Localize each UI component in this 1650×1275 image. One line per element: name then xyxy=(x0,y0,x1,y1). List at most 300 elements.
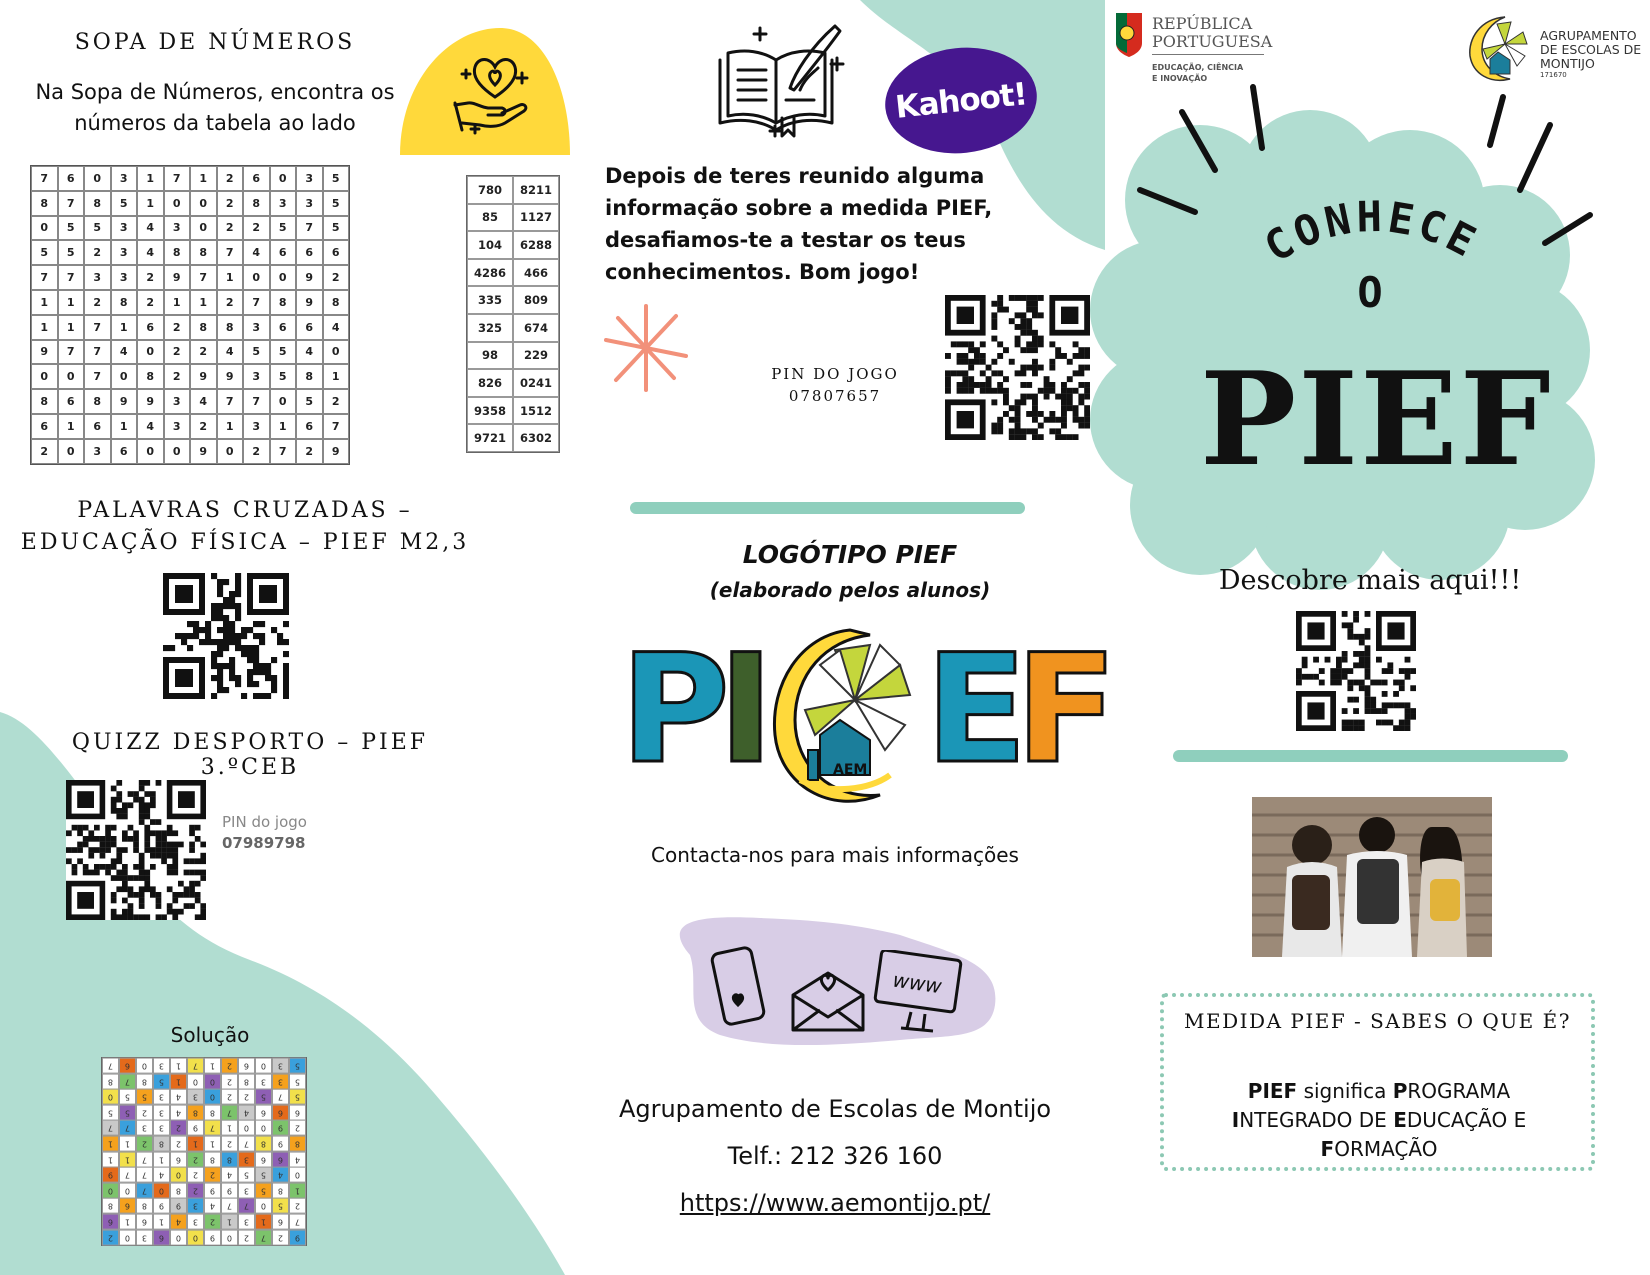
soup-cell: 0 xyxy=(323,340,350,365)
soup-cell: 2 xyxy=(323,389,350,414)
soup-cell: 7 xyxy=(323,414,350,439)
soup-cell: 2 xyxy=(217,191,244,216)
soup-cell: 6 xyxy=(270,315,297,340)
solution-cell: 8 xyxy=(102,1074,119,1090)
svg-text:CONHECE xyxy=(1256,192,1487,272)
soup-cell: 2 xyxy=(217,290,244,315)
solution-cell: 0 xyxy=(221,1230,238,1246)
solution-cell: 3 xyxy=(136,1230,153,1246)
solution-cell: 6 xyxy=(272,1105,289,1121)
number-to-find: 466 xyxy=(513,259,559,287)
soup-cell: 3 xyxy=(111,216,138,241)
solution-cell: 6 xyxy=(272,1214,289,1230)
soup-cell: 4 xyxy=(137,216,164,241)
soup-cell: 7 xyxy=(243,389,270,414)
solution-cell: 8 xyxy=(221,1152,238,1168)
soup-cell: 7 xyxy=(58,191,85,216)
solution-cell: 1 xyxy=(102,1152,119,1168)
solution-cell: 8 xyxy=(289,1136,306,1152)
solution-cell: 1 xyxy=(187,1136,204,1152)
quiz-title: QUIZZ DESPORTO – PIEF 3.ºCEB xyxy=(71,730,429,780)
solution-cell: 3 xyxy=(187,1089,204,1105)
soup-cell: 1 xyxy=(31,315,58,340)
soup-cell: 0 xyxy=(190,216,217,241)
soup-cell: 6 xyxy=(31,414,58,439)
school-name: Agrupamento de Escolas de Montijo xyxy=(618,1095,1052,1123)
solution-cell: 6 xyxy=(255,1152,272,1168)
solution-cell: 8 xyxy=(204,1152,221,1168)
solution-cell: 6 xyxy=(238,1058,255,1074)
soup-cell: 9 xyxy=(190,439,217,464)
aem-line-2: DE ESCOLAS DE xyxy=(1540,42,1642,57)
soup-cell: 1 xyxy=(31,290,58,315)
number-to-find: 674 xyxy=(513,314,559,342)
medida-text-part: ORMAÇÃO xyxy=(1334,1137,1438,1161)
soup-cell: 7 xyxy=(58,265,85,290)
solution-cell: 6 xyxy=(153,1230,170,1246)
solution-cell: 1 xyxy=(119,1152,136,1168)
soup-cell: 5 xyxy=(31,240,58,265)
solution-cell: 1 xyxy=(153,1214,170,1230)
solution-cell: 3 xyxy=(153,1120,170,1136)
soup-cell: 2 xyxy=(31,439,58,464)
soup-cell: 5 xyxy=(296,389,323,414)
www-monitor-icon xyxy=(873,950,963,1035)
solution-cell: 5 xyxy=(119,1089,136,1105)
divider-middle xyxy=(630,502,1025,514)
number-to-find: 325 xyxy=(467,314,513,342)
soup-cell: 2 xyxy=(217,216,244,241)
solution-cell: 4 xyxy=(272,1167,289,1183)
medida-text-part: significa xyxy=(1297,1079,1393,1103)
soup-cell: 2 xyxy=(164,315,191,340)
solution-cell: 7 xyxy=(221,1198,238,1214)
solution-cell: 1 xyxy=(255,1214,272,1230)
solution-cell: 2 xyxy=(221,1058,238,1074)
crossword-qr-code[interactable] xyxy=(163,573,289,699)
soup-cell: 9 xyxy=(296,290,323,315)
number-soup-grid xyxy=(30,165,350,465)
medida-text-part: DUCAÇÃO E xyxy=(1406,1108,1527,1132)
solution-cell: 2 xyxy=(204,1167,221,1183)
solution-cell: 4 xyxy=(170,1089,187,1105)
soup-cell: 8 xyxy=(296,364,323,389)
solution-cell: 7 xyxy=(238,1136,255,1152)
soup-cell: 2 xyxy=(323,265,350,290)
soup-cell: 4 xyxy=(243,240,270,265)
number-to-find: 6302 xyxy=(513,424,559,452)
soup-cell: 0 xyxy=(270,166,297,191)
soup-cell: 1 xyxy=(164,290,191,315)
solution-cell: 2 xyxy=(272,1230,289,1246)
republica-sub-2: E INOVAÇÃO xyxy=(1152,74,1208,83)
quiz-qr-code[interactable] xyxy=(66,780,206,920)
solution-cell: 7 xyxy=(102,1058,119,1074)
soup-cell: 6 xyxy=(296,414,323,439)
solution-cell: 2 xyxy=(102,1230,119,1246)
medida-text-part: ROGRAMA xyxy=(1407,1079,1511,1103)
number-to-find: 9358 xyxy=(467,397,513,425)
logo-letter-p: P xyxy=(620,623,730,797)
solution-cell: 5 xyxy=(153,1074,170,1090)
solution-cell: 5 xyxy=(289,1058,306,1074)
solution-cell: 7 xyxy=(119,1167,136,1183)
solution-cell: 3 xyxy=(153,1058,170,1074)
number-to-find: 85 xyxy=(467,204,513,232)
aem-line-1: AGRUPAMENTO xyxy=(1540,28,1637,43)
soup-cell: 4 xyxy=(323,315,350,340)
soup-cell: 1 xyxy=(270,414,297,439)
soup-text-2: números da tabela ao lado xyxy=(74,111,356,135)
soup-cell: 6 xyxy=(296,315,323,340)
solution-cell: 2 xyxy=(221,1074,238,1090)
solution-cell: 0 xyxy=(255,1198,272,1214)
solution-cell: 8 xyxy=(238,1074,255,1090)
soup-cell: 9 xyxy=(164,265,191,290)
soup-cell: 8 xyxy=(270,290,297,315)
soup-cell: 0 xyxy=(84,166,111,191)
solution-cell: 2 xyxy=(289,1120,306,1136)
soup-cell: 1 xyxy=(137,166,164,191)
solution-cell: 8 xyxy=(204,1105,221,1121)
soup-cell: 8 xyxy=(111,290,138,315)
solution-cell: 7 xyxy=(204,1120,221,1136)
soup-cell: 1 xyxy=(190,290,217,315)
solution-cell: 1 xyxy=(170,1058,187,1074)
soup-cell: 7 xyxy=(164,166,191,191)
soup-cell: 9 xyxy=(296,265,323,290)
solution-cell: 3 xyxy=(272,1058,289,1074)
game-pin-label: PIN DO JOGO xyxy=(771,365,899,383)
soup-cell: 3 xyxy=(270,191,297,216)
solution-cell: 9 xyxy=(204,1183,221,1199)
solution-cell: 2 xyxy=(187,1167,204,1183)
solution-cell: 8 xyxy=(255,1136,272,1152)
republica-line-2: PORTUGUESA xyxy=(1152,32,1273,51)
solution-cell: 0 xyxy=(204,1089,221,1105)
soup-cell: 0 xyxy=(217,439,244,464)
soup-cell: 5 xyxy=(270,216,297,241)
solution-cell: 9 xyxy=(204,1230,221,1246)
solution-cell: 0 xyxy=(238,1120,255,1136)
solution-cell: 2 xyxy=(204,1214,221,1230)
soup-cell: 0 xyxy=(58,439,85,464)
solution-cell: 0 xyxy=(187,1230,204,1246)
solution-cell: 5 xyxy=(136,1089,153,1105)
soup-cell: 1 xyxy=(137,191,164,216)
soup-cell: 5 xyxy=(270,340,297,365)
discover-text: Descobre mais aqui!!! xyxy=(1218,565,1522,596)
solution-cell: 3 xyxy=(238,1183,255,1199)
soup-cell: 0 xyxy=(58,364,85,389)
soup-cell: 9 xyxy=(190,364,217,389)
soup-cell: 8 xyxy=(323,290,350,315)
solution-cell: 5 xyxy=(289,1089,306,1105)
solution-cell: 7 xyxy=(221,1105,238,1121)
soup-cell: 1 xyxy=(58,315,85,340)
medida-text-initial: F xyxy=(1320,1137,1335,1161)
solution-cell: 9 xyxy=(272,1136,289,1152)
soup-cell: 2 xyxy=(164,340,191,365)
number-to-find: 0241 xyxy=(513,369,559,397)
solution-cell: 3 xyxy=(255,1074,272,1090)
soup-cell: 4 xyxy=(296,340,323,365)
solution-cell: 5 xyxy=(289,1074,306,1090)
soup-cell: 6 xyxy=(58,389,85,414)
windmill-crescent-icon xyxy=(760,625,930,810)
solution-cell: 5 xyxy=(255,1089,272,1105)
soup-cell: 2 xyxy=(243,439,270,464)
soup-cell: 1 xyxy=(111,315,138,340)
aem-code: 171670 xyxy=(1540,71,1567,79)
republica-underline xyxy=(1152,54,1264,55)
solution-cell: 9 xyxy=(221,1183,238,1199)
number-to-find: 8211 xyxy=(513,176,559,204)
solution-cell: 2 xyxy=(221,1089,238,1105)
solution-cell: 2 xyxy=(136,1105,153,1121)
solution-cell: 3 xyxy=(187,1198,204,1214)
republica-sub-1: EDUCAÇÃO, CIÊNCIA xyxy=(1152,63,1244,72)
solution-cell: 3 xyxy=(153,1105,170,1121)
solution-cell: 2 xyxy=(221,1136,238,1152)
soup-cell: 4 xyxy=(217,340,244,365)
soup-cell: 5 xyxy=(323,216,350,241)
solution-cell: 2 xyxy=(187,1152,204,1168)
soup-cell: 9 xyxy=(111,389,138,414)
medida-title: MEDIDA PIEF - SABES O QUE É? xyxy=(1184,1009,1571,1033)
solution-cell: 6 xyxy=(102,1214,119,1230)
soup-cell: 8 xyxy=(31,389,58,414)
soup-cell: 1 xyxy=(58,414,85,439)
solution-cell: 6 xyxy=(119,1198,136,1214)
medida-text-part-pief: PIEF xyxy=(1247,1079,1298,1103)
solution-cell: 7 xyxy=(255,1230,272,1246)
solution-cell: 5 xyxy=(119,1105,136,1121)
solution-cell: 8 xyxy=(170,1183,187,1199)
solution-cell: 7 xyxy=(289,1214,306,1230)
solution-cell: 3 xyxy=(153,1089,170,1105)
logo-title: LOGÓTIPO PIEF xyxy=(742,540,958,569)
soup-cell: 6 xyxy=(84,414,111,439)
solution-cell: 9 xyxy=(102,1167,119,1183)
soup-cell: 0 xyxy=(164,439,191,464)
number-to-find: 826 xyxy=(467,369,513,397)
logo-badge-aem: AEM xyxy=(833,762,868,778)
kahoot-logo-text: Kahoot! xyxy=(893,75,1029,126)
crossword-title-line-1: PALAVRAS CRUZADAS – xyxy=(77,498,413,523)
solution-cell: 0 xyxy=(204,1074,221,1090)
soup-cell: 3 xyxy=(243,364,270,389)
soup-cell: 7 xyxy=(84,364,111,389)
soup-cell: 0 xyxy=(243,265,270,290)
solution-cell: 5 xyxy=(102,1105,119,1121)
solution-cell: 6 xyxy=(119,1058,136,1074)
number-to-find: 1127 xyxy=(513,204,559,232)
challenge-text: Depois de teres reunido alguma informação sobre a medida PIEF, desafiamos-te a testar os teus conhecimentos. Bom jogo! xyxy=(605,164,993,284)
hero-conhece: CONHECE xyxy=(1255,191,1487,272)
solution-cell: 6 xyxy=(272,1152,289,1168)
solution-cell: 7 xyxy=(102,1120,119,1136)
soup-cell: 5 xyxy=(58,216,85,241)
solution-cell: 8 xyxy=(136,1074,153,1090)
soup-cell: 6 xyxy=(270,240,297,265)
soup-cell: 5 xyxy=(323,166,350,191)
solution-cell: 0 xyxy=(255,1058,272,1074)
solution-cell: 3 xyxy=(136,1120,153,1136)
soup-cell: 1 xyxy=(111,414,138,439)
number-to-find: 335 xyxy=(467,286,513,314)
soup-cell: 2 xyxy=(190,340,217,365)
soup-cell: 3 xyxy=(111,166,138,191)
students-photo xyxy=(1252,797,1492,957)
soup-cell: 3 xyxy=(164,389,191,414)
logo-subtitle: (elaborado pelos alunos) xyxy=(709,578,991,602)
soup-text-1: Na Sopa de Números, encontra os xyxy=(35,80,395,104)
pief-student-logo xyxy=(620,623,1118,810)
solution-cell: 4 xyxy=(204,1198,221,1214)
portuguese-flag-icon xyxy=(1112,13,1146,57)
number-to-find: 1512 xyxy=(513,397,559,425)
soup-cell: 8 xyxy=(190,315,217,340)
solution-cell: 8 xyxy=(102,1198,119,1214)
solution-cell: 7 xyxy=(272,1089,289,1105)
soup-cell: 8 xyxy=(217,315,244,340)
solution-cell: 4 xyxy=(170,1214,187,1230)
soup-cell: 5 xyxy=(270,364,297,389)
solution-cell: 7 xyxy=(136,1167,153,1183)
solution-cell: 0 xyxy=(153,1183,170,1199)
solution-cell: 4 xyxy=(289,1152,306,1168)
soup-cell: 3 xyxy=(164,414,191,439)
soup-title: SOPA DE NÚMEROS xyxy=(74,30,356,55)
book-quill-icon xyxy=(710,18,845,143)
number-to-find: 809 xyxy=(513,286,559,314)
soup-cell: 0 xyxy=(137,439,164,464)
solution-cell: 4 xyxy=(170,1105,187,1121)
soup-cell: 6 xyxy=(137,315,164,340)
hero-pief: PIEF xyxy=(1200,345,1553,495)
solution-cell: 6 xyxy=(136,1214,153,1230)
logo-letter-f: F xyxy=(1015,623,1118,797)
soup-cell: 7 xyxy=(243,290,270,315)
soup-cell: 9 xyxy=(31,340,58,365)
solution-cell: 0 xyxy=(187,1074,204,1090)
hero-o: O xyxy=(1357,268,1383,317)
phone-icon xyxy=(708,945,773,1030)
solution-cell: 2 xyxy=(289,1198,306,1214)
soup-cell: 1 xyxy=(323,364,350,389)
discover-qr-code[interactable] xyxy=(1296,611,1416,731)
medida-text-initial: P xyxy=(1392,1079,1408,1103)
solution-cell: 1 xyxy=(221,1120,238,1136)
solution-cell: 2 xyxy=(170,1136,187,1152)
medida-pief-box xyxy=(1160,993,1595,1171)
numbers-to-find-table xyxy=(466,175,560,453)
soup-cell: 2 xyxy=(217,166,244,191)
solution-cell: 1 xyxy=(289,1183,306,1199)
soup-cell: 6 xyxy=(296,240,323,265)
soup-cell: 3 xyxy=(111,240,138,265)
soup-cell: 4 xyxy=(111,340,138,365)
soup-cell: 3 xyxy=(296,166,323,191)
aem-school-logo-icon xyxy=(1465,14,1535,84)
solution-cell: 3 xyxy=(272,1074,289,1090)
soup-cell: 0 xyxy=(31,216,58,241)
soup-cell: 6 xyxy=(58,166,85,191)
solution-cell: 0 xyxy=(255,1120,272,1136)
solution-cell: 5 xyxy=(255,1183,272,1199)
soup-cell: 7 xyxy=(217,389,244,414)
solution-cell: 1 xyxy=(119,1136,136,1152)
www-monitor-label: www xyxy=(891,967,944,999)
soup-cell: 9 xyxy=(217,364,244,389)
solution-cell: 0 xyxy=(119,1183,136,1199)
contact-text: Contacta-nos para mais informações xyxy=(651,843,1019,867)
soup-cell: 8 xyxy=(190,240,217,265)
solution-cell: 0 xyxy=(136,1058,153,1074)
medida-text xyxy=(1219,1077,1539,1164)
soup-cell: 0 xyxy=(137,340,164,365)
soup-cell: 8 xyxy=(243,191,270,216)
phone-number: Telf.: 212 326 160 xyxy=(727,1142,943,1170)
solution-cell: 2 xyxy=(238,1230,255,1246)
aem-line-3: MONTIJO xyxy=(1540,56,1595,71)
soup-cell: 1 xyxy=(190,166,217,191)
soup-cell: 0 xyxy=(270,389,297,414)
solution-cell: 0 xyxy=(170,1230,187,1246)
soup-cell: 2 xyxy=(164,364,191,389)
solution-cell: 4 xyxy=(153,1167,170,1183)
soup-cell: 7 xyxy=(31,166,58,191)
soup-cell: 7 xyxy=(58,340,85,365)
soup-cell: 5 xyxy=(111,191,138,216)
soup-cell: 3 xyxy=(296,191,323,216)
number-to-find: 98 xyxy=(467,342,513,370)
solution-cell: 1 xyxy=(102,1136,119,1152)
solution-cell: 6 xyxy=(255,1105,272,1121)
soup-cell: 1 xyxy=(58,290,85,315)
soup-cell: 2 xyxy=(84,240,111,265)
solution-cell: 8 xyxy=(153,1136,170,1152)
solution-cell: 5 xyxy=(238,1167,255,1183)
solution-cell: 7 xyxy=(187,1058,204,1074)
soup-cell: 3 xyxy=(84,439,111,464)
soup-cell: 7 xyxy=(296,216,323,241)
number-to-find: 9721 xyxy=(467,424,513,452)
soup-cell: 3 xyxy=(164,216,191,241)
kahoot-qr-code[interactable] xyxy=(945,295,1090,440)
solution-cell: 4 xyxy=(238,1105,255,1121)
soup-cell: 8 xyxy=(84,389,111,414)
medida-text-initial: E xyxy=(1393,1108,1407,1132)
republica-line-1: REPÚBLICA xyxy=(1152,14,1253,33)
solution-cell: 7 xyxy=(136,1152,153,1168)
solution-cell: 5 xyxy=(272,1198,289,1214)
solution-cell: 9 xyxy=(187,1120,204,1136)
soup-cell: 7 xyxy=(217,240,244,265)
logo-letter-e: E xyxy=(925,623,1028,797)
solution-cell: 0 xyxy=(102,1183,119,1199)
soup-cell: 7 xyxy=(31,265,58,290)
website-link[interactable]: https://www.aemontijo.pt/ xyxy=(679,1189,991,1217)
soup-cell: 2 xyxy=(84,290,111,315)
game-pin-value: 07807657 xyxy=(788,387,882,405)
soup-cell: 3 xyxy=(111,265,138,290)
soup-cell: 7 xyxy=(270,439,297,464)
solution-cell: 1 xyxy=(204,1136,221,1152)
solution-cell: 7 xyxy=(136,1183,153,1199)
solution-label: Solução xyxy=(170,1023,250,1047)
